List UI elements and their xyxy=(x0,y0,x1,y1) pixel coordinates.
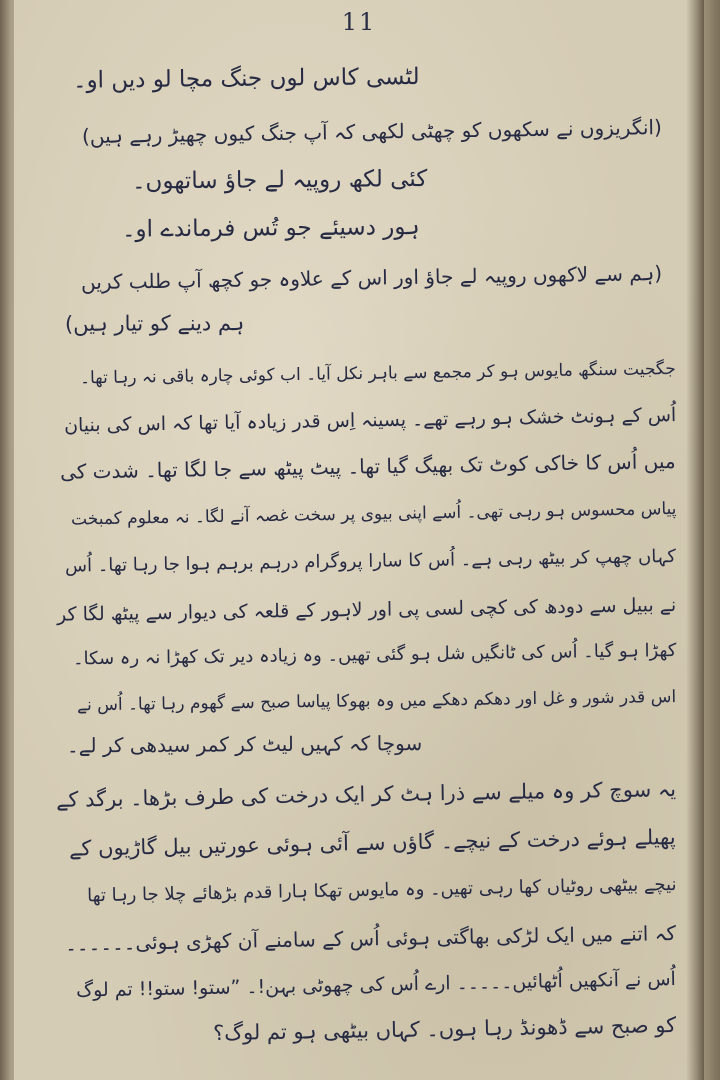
paragraph-line: اُس نے آنکھیں اُٹھائیں۔۔۔۔۔ ارے اُس کی چھوٹی بہن!۔ ”ستو! ستو!! تم لوگ xyxy=(76,968,677,1002)
page-edge-shadow xyxy=(686,0,704,1080)
paragraph-line: یہ سوچ کر وہ میلے سے ذرا ہٹ کر ایک درخت کی طرف بڑھا۔ برگد کے xyxy=(55,777,677,812)
paragraph-line: پیاس محسوس ہو رہی تھی۔ اُسے اپنی بیوی پر سخت غصہ آنے لگا۔ نہ معلوم کمبخت xyxy=(70,499,677,530)
paragraph-line: نے ببیل سے دودھ کی کچی لسی پی اور لاہور کے قلعہ کی دیوار سے پیٹھ لگا کر xyxy=(56,594,677,626)
paragraph-line: میں اُس کا خاکی کوٹ تک بھیگ گیا تھا۔ پیٹ پیٹھ سے جا لگا تھا۔ شدت کی xyxy=(60,449,677,484)
translation-line: (انگریزوں نے سکھوں کو چھٹی لکھی کہ آپ جنگ کیوں چھیڑ رہے ہیں) xyxy=(82,115,663,149)
paragraph-line: اُس کے ہونٹ خشک ہو رہے تھے۔ پسینہ اِس قدر زیادہ آیا تھا کہ اس کی بنیان xyxy=(63,404,677,437)
page-text xyxy=(54,0,682,1080)
paragraph-line: پھیلے ہوئے درخت کے نیچے۔ گاؤں سے آئی ہوئی عورتیں بیل گاڑیوں کے xyxy=(69,825,677,861)
paragraph-line: سوچا کہ کہیں لیٹ کر کمر سیدھی کر لے۔ xyxy=(66,731,423,758)
verse-line: کئی لکھ روپیہ لے جاؤ ساتھوں۔ xyxy=(131,166,428,195)
paragraph-line: جگجیت سنگھ مایوس ہو کر مجمع سے باہر نکل آیا۔ اب کوئی چارہ باقی نہ رہا تھا۔ xyxy=(80,359,677,389)
translation-line: ہم دینے کو تیار ہیں) xyxy=(64,311,245,336)
translation-line: (ہم سے لاکھوں روپیہ لے جاؤ اور اس کے علاوہ جو کچھ آپ طلب کریں xyxy=(80,261,663,295)
paragraph-line: کہاں چھپ کر بیٹھ رہی ہے۔ اُس کا سارا پروگرام درہم برہم ہوا جا رہا تھا۔ اُس xyxy=(65,546,677,577)
paragraph-line: کھڑا ہو گیا۔ اُس کی ٹانگیں شل ہو گئی تھیں۔ وہ زیادہ دیر تک کھڑا نہ رہ سکا۔ xyxy=(72,640,677,670)
paragraph-line: کہ اتنے میں ایک لڑکی بھاگتی ہوئی اُس کے سامنے آن کھڑی ہوئی۔۔۔۔۔۔ xyxy=(64,921,677,956)
verse-line: لٹسی کاس لوں جنگ مچا لو دیں او۔ xyxy=(73,64,421,94)
paragraph-line: کو صبح سے ڈھونڈ رہا ہوں۔ کہاں بیٹھی ہو تم لوگ؟ xyxy=(212,1013,677,1046)
verse-line: ہور دسیئے جو تُس فرماندے او۔ xyxy=(122,214,421,243)
paragraph-line: نیچے بیٹھی روٹیاں کھا رہی تھیں۔ وہ مایوس تھکا ہارا قدم بڑھائے چلا جا رہا تھا xyxy=(86,874,677,907)
book-page xyxy=(14,0,704,1080)
paragraph-line: اس قدر شور و غل اور دھکم دھکے میں وہ بھوکا پیاسا صبح سے گھوم رہا تھا۔ اُس نے xyxy=(76,687,677,716)
page-number: 11 xyxy=(341,8,377,36)
